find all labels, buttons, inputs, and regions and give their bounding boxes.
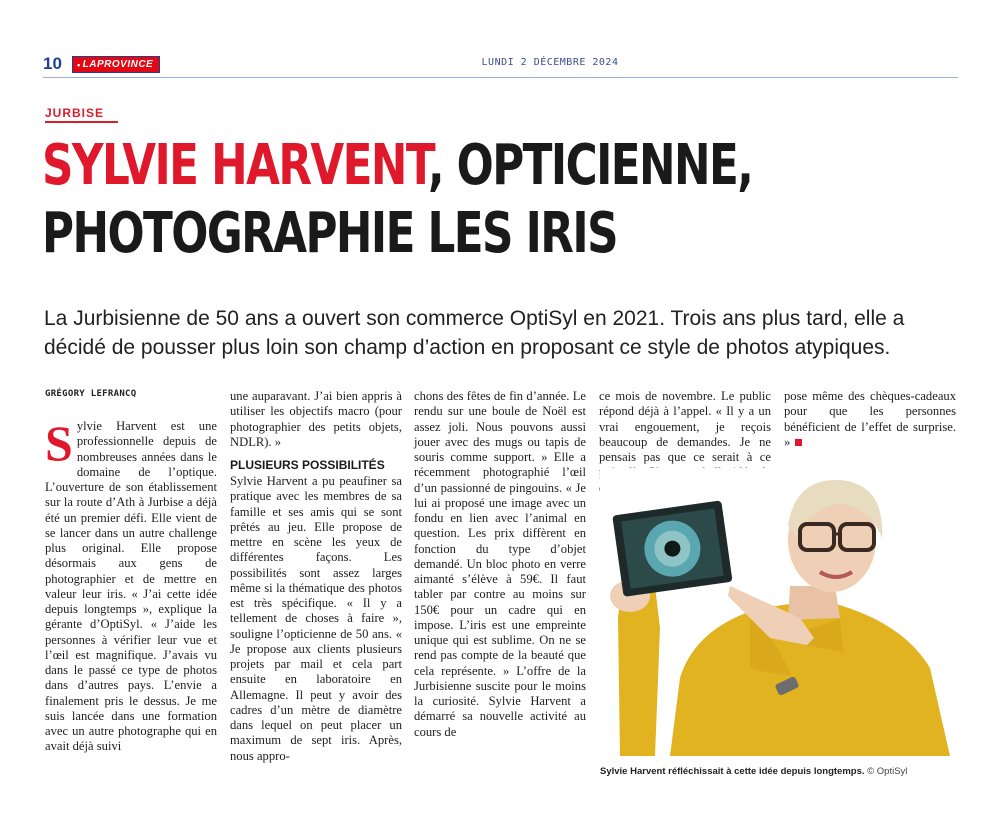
- column-5-text: pose même des chèques-cadeaux pour que les personnes bénéficient de l’effet de surprise. »: [784, 389, 956, 449]
- article-column-1: [45, 415, 217, 755]
- headline-line2: PHOTOGRAPHIE LES IRIS: [42, 201, 617, 266]
- photo-illustration: [600, 468, 956, 756]
- headline: [42, 132, 978, 268]
- section-underline: [45, 121, 118, 123]
- column-4-text: ce mois de novembre. Le public répond déjà à l’appel. « Il y a un vrai engouement, je reçois beaucoup de demandes. Je ne pensais pas que ce serait à ce: [599, 389, 771, 464]
- headline-rest: , OPTICIENNE,: [427, 133, 753, 198]
- article-photo: [600, 468, 956, 756]
- section-label: JURBISE: [45, 106, 105, 120]
- logo-dot-icon: •: [77, 59, 81, 70]
- end-of-article-mark: [795, 439, 802, 446]
- newspaper-logo: [72, 56, 160, 73]
- column-2-text-a: une auparavant. J’ai bien appris à utiliser les objectifs macro (pour photographier des petits objets, NDLR). »: [230, 389, 402, 449]
- photo-credit: © OptiSyl: [867, 766, 908, 777]
- column-1-text: ylvie Harvent est une professionnelle depuis de nombreuses années dans le domaine de l’optique. L’ouverture de son établissement sur la route d’Ath à Jurbise a déjà été un premier défi. Elle vient de se lancer dans un autre challenge plus original. Elle propose désormais aux gens de photographier et de mettre en valeur leur iris. « J’ai cette idée depuis longtemps », explique la gérante d’OptiSyl. « J’aide les personnes à vérifier leur vue et l’œil est magnifique. J’avais vu dans le passé ce type de photos dans d’autres pays. L’envie a finalement pris le dessus. Je me suis lancée dans une formation avec un autre photographe qui en avait déjà suivi: [45, 419, 217, 754]
- logo-text: LAPROVINCE: [82, 59, 154, 70]
- article-column-2: [230, 389, 402, 764]
- issue-date: LUNDI 2 DÉCEMBRE 2024: [481, 57, 619, 68]
- caption-text: Sylvie Harvent réfléchissait à cette idée depuis longtemps.: [600, 766, 865, 777]
- article-column-5: [784, 389, 956, 450]
- photo-caption: [600, 766, 960, 777]
- article-lead: La Jurbisienne de 50 ans a ouvert son commerce OptiSyl en 2021. Trois ans plus tard, elle a décidé de pousser plus loin son champ d’action en proposant ce style de photos atypiques.: [44, 307, 905, 359]
- byline: GRÉGORY LEFRANCQ: [45, 389, 137, 399]
- column-3-text: chons des fêtes de fin d’année. Le rendu sur une boule de Noël est assez joli. Nous pouvons aussi jouer avec des mugs ou tapis de souris comme support. » Elle a récemment photographié l’œil d’un passionné de pingouins. « Je lui ai proposé une image avec un fondu en lien avec l’animal en question. Les prix diffèrent en fonction du type d’objet demandé. Un bloc photo en verre aimanté s’élève à 59€. Il faut tabler par contre au moins sur 150€ pour un cadre qui en impose. L’iris est une empreinte unique qui est sublime. On ne se rend pas compte de la beauté que cela représente. » L’offre de la Jurbisienne suscite pour le moins la curiosité. Sylvie Harvent a démarré sa nouvelle activité au cours de: [414, 389, 586, 739]
- drop-cap: S: [45, 415, 73, 471]
- headline-name: SYLVIE HARVENT: [42, 133, 428, 198]
- page-number: 10: [43, 54, 62, 73]
- header-divider: [43, 77, 958, 78]
- subheading: PLUSIEURS POSSIBILITÉS: [230, 458, 385, 472]
- column-2-text-b: Sylvie Harvent a pu peaufiner sa pratique avec les membres de sa famille et ses amis qui se sont prêtés au jeu. Elle propose de mettre en scène les yeux de différentes façons. Les possibilités sont assez larges même si la thématique des photos est très spécifique. « Il y a tellement de choses à faire », souligne l’opticienne de 50 ans. « Je propose aux clients plusieurs projets par mail et cela part ensuite en laboratoire en Allemagne. Il peut y avoir des cadres d’un mètre de diamètre dans lequel on peut placer un maximum de sept iris. Après, nous appro-: [230, 474, 402, 763]
- article-column-3: [414, 389, 586, 740]
